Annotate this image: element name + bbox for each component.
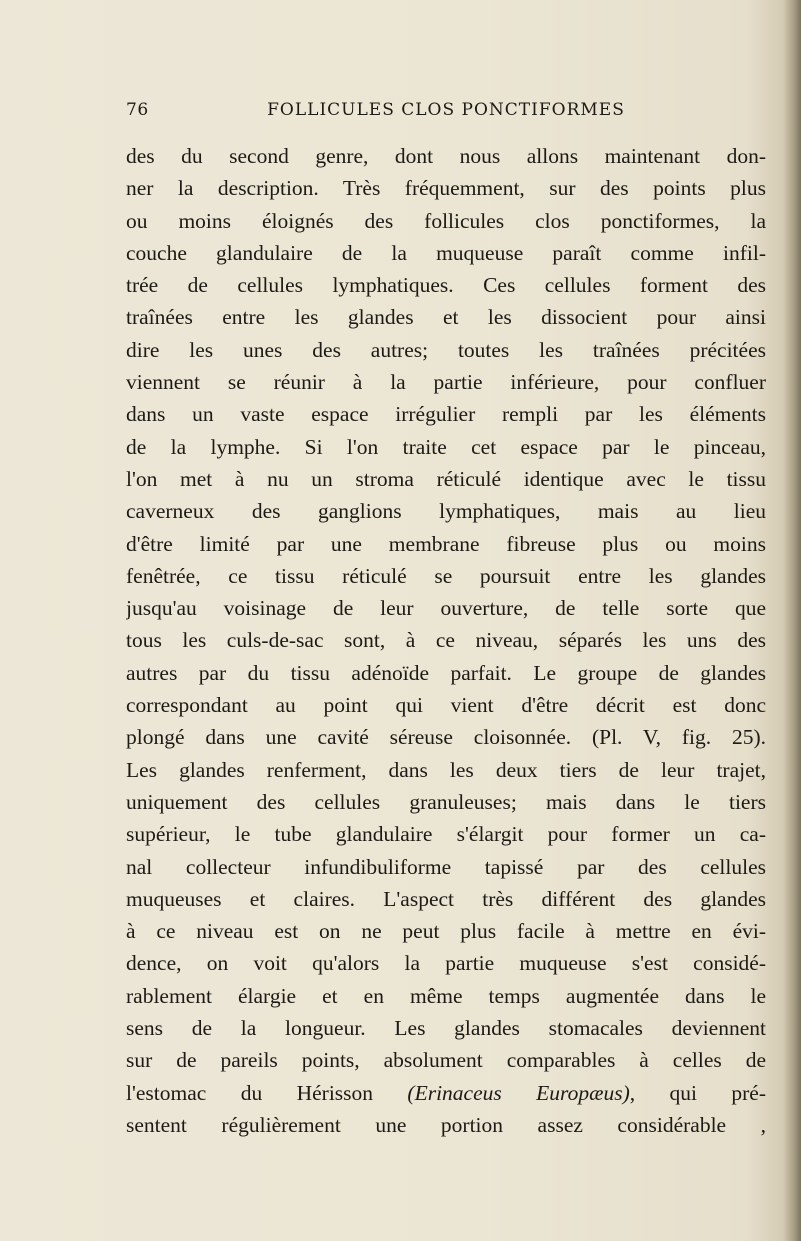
text-line: nal collecteur infundibuliforme tapissé par des cellules: [126, 854, 766, 879]
text-fragment: , qui pré-: [629, 1080, 766, 1105]
text-line-with-species-name: [126, 1077, 766, 1109]
text-line: ou moins éloignés des follicules clos ponctiformes, la: [126, 208, 766, 233]
text-line: dence, on voit qu'alors la partie muqueuse s'est considé-: [126, 951, 766, 976]
text-line: Les glandes renferment, dans les deux tiers de leur trajet,: [126, 757, 766, 782]
species-name: (Erinaceus Europæus): [407, 1080, 630, 1105]
text-line: dans un vaste espace irrégulier rempli par les éléments: [126, 402, 766, 427]
text-line: dire les unes des autres; toutes les traînées précitées: [126, 337, 766, 362]
text-line: ner la description. Très fréquemment, sur des points plus: [126, 176, 766, 201]
text-line: d'être limité par une membrane fibreuse plus ou moins: [126, 531, 766, 556]
text-line: l'on met à nu un stroma réticulé identique avec le tissu: [126, 466, 766, 491]
text-line: sentent régulièrement une portion assez considérable ,: [126, 1112, 766, 1137]
running-title: FOLLICULES CLOS PONCTIFORMES: [267, 100, 625, 120]
text-line: plongé dans une cavité séreuse cloisonnée. (Pl. V, fig. 25).: [126, 725, 766, 750]
text-line: jusqu'au voisinage de leur ouverture, de telle sorte que: [126, 596, 766, 621]
text-line: rablement élargie et en même temps augmentée dans le: [126, 983, 766, 1008]
text-line: viennent se réunir à la partie inférieure, pour confluer: [126, 370, 766, 395]
text-line: correspondant au point qui vient d'être décrit est donc: [126, 693, 766, 718]
text-line: traînées entre les glandes et les dissocient pour ainsi: [126, 305, 766, 330]
text-line: uniquement des cellules granuleuses; mais dans le tiers: [126, 789, 766, 814]
text-line: tous les culs-de-sac sont, à ce niveau, séparés les uns des: [126, 628, 766, 653]
text-line: muqueuses et claires. L'aspect très différent des glandes: [126, 886, 766, 911]
page-number: 76: [126, 100, 149, 120]
text-line: de la lymphe. Si l'on traite cet espace par le pinceau,: [126, 434, 766, 459]
text-line: sur de pareils points, absolument comparables à celles de: [126, 1048, 766, 1073]
text-line: fenêtrée, ce tissu réticulé se poursuit entre les glandes: [126, 563, 766, 588]
text-line: supérieur, le tube glandulaire s'élargit pour former un ca-: [126, 822, 766, 847]
text-line: à ce niveau est on ne peut plus facile à mettre en évi-: [126, 919, 766, 944]
body-text: [126, 140, 766, 1141]
text-fragment: l'estomac du Hérisson: [126, 1080, 408, 1105]
page-header: [126, 100, 766, 126]
text-line: des du second genre, dont nous allons maintenant don-: [126, 144, 766, 168]
text-line: autres par du tissu adénoïde parfait. Le groupe de glandes: [126, 660, 766, 685]
binding-shadow: [783, 0, 801, 1241]
text-line: couche glandulaire de la muqueuse paraît comme infil-: [126, 240, 766, 265]
text-line: sens de la longueur. Les glandes stomacales deviennent: [126, 1016, 766, 1041]
text-line: caverneux des ganglions lymphatiques, mais au lieu: [126, 499, 766, 524]
text-line: trée de cellules lymphatiques. Ces cellules forment des: [126, 273, 766, 298]
